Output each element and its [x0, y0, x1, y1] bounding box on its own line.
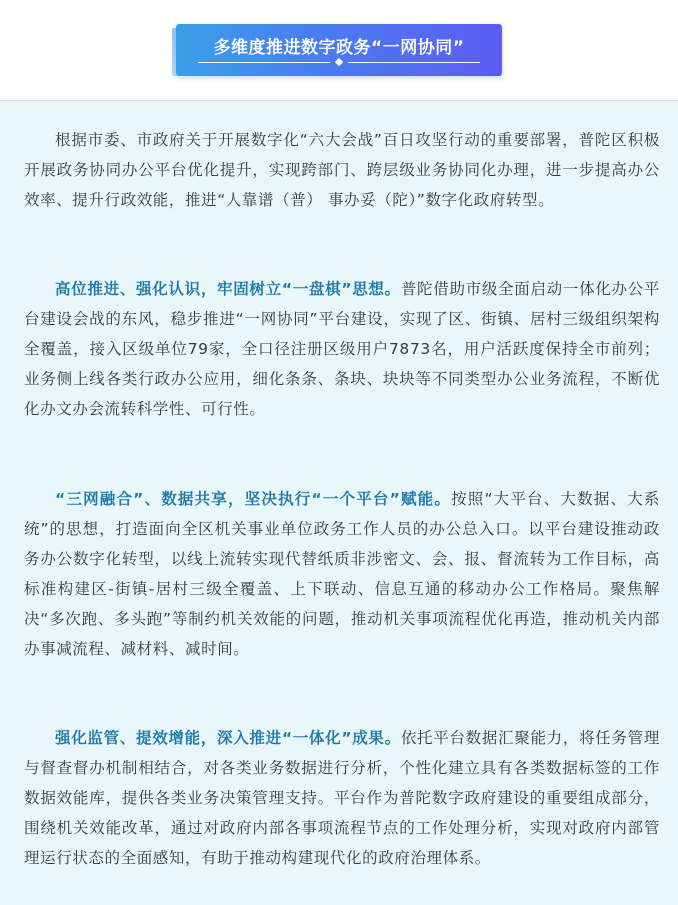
underline-left [198, 62, 330, 63]
title-underline [198, 62, 480, 64]
title-banner [176, 24, 502, 76]
paragraph-lead: “三网融合”、数据共享，坚决执行“一个平台”赋能。 [55, 490, 452, 508]
header-area [0, 0, 678, 100]
page-title: 多维度推进数字政务“一网协同” [213, 38, 465, 58]
diamond-icon [335, 58, 343, 66]
article-paragraph-section-2 [24, 484, 660, 664]
article-paragraph-section-3 [24, 723, 660, 873]
article-body [0, 100, 678, 905]
paragraph-text: 依托平台数据汇聚能力，将任务管理与督查督办机制相结合，对各类业务数据进行分析，个性化建立具有各类数据标签的工作数据效能库，提供各类业务决策管理支持。平台作为普陀数字政府建设的重要组成部分，围绕机关效能改革，通过对政府内部各事项流程节点的工作处理分析，实现对政府内部管理运行状态的全面感知，有助于推动构建现代化的政府治理体系。 [24, 729, 660, 867]
paragraph-lead: 强化监管、提效增能，深入推进“一体化”成果。 [55, 729, 401, 747]
paragraph-lead: 高位推进、强化认识，牢固树立“一盘棋”思想。 [55, 280, 401, 298]
underline-right [348, 62, 480, 63]
paragraph-text: 根据市委、市政府关于开展数字化“六大会战”百日攻坚行动的重要部署，普陀区积极开展政务协同办公平台优化提升，实现跨部门、跨层级业务协同化办理，进一步提高办公效率、提升行政效能，推进“人靠谱（普） 事办妥（陀）”数字化政府转型。 [24, 131, 660, 209]
article-paragraph-section-1 [24, 274, 660, 424]
paragraph-text: 普陀借助市级全面启动一体化办公平台建设会战的东风，稳步推进“一网协同”平台建设，实现了区、街镇、居村三级组织架构全覆盖，接入区级单位79家，全口径注册区级用户7873名，用户活跃度保持全市前列；业务侧上线各类行政办公应用，细化条条、条块、块块等不同类型办公业务流程，不断优化办文办会流转科学性、可行性。 [24, 280, 660, 418]
paragraph-text: 按照“大平台、大数据、大系统”的思想，打造面向全区机关事业单位政务工作人员的办公总入口。以平台建设推动政务办公数字化转型，以线上流转实现代替纸质非涉密文、会、报、督流转为工作目标，高标准构建区-街镇-居村三级全覆盖、上下联动、信息互通的移动办公工作格局。聚焦解决“多次跑、多头跑”等制约机关效能的问题，推动机关事项流程优化再造，推动机关内部办事减流程、减材料、减时间。 [24, 490, 660, 658]
article-paragraph-intro [24, 125, 660, 215]
